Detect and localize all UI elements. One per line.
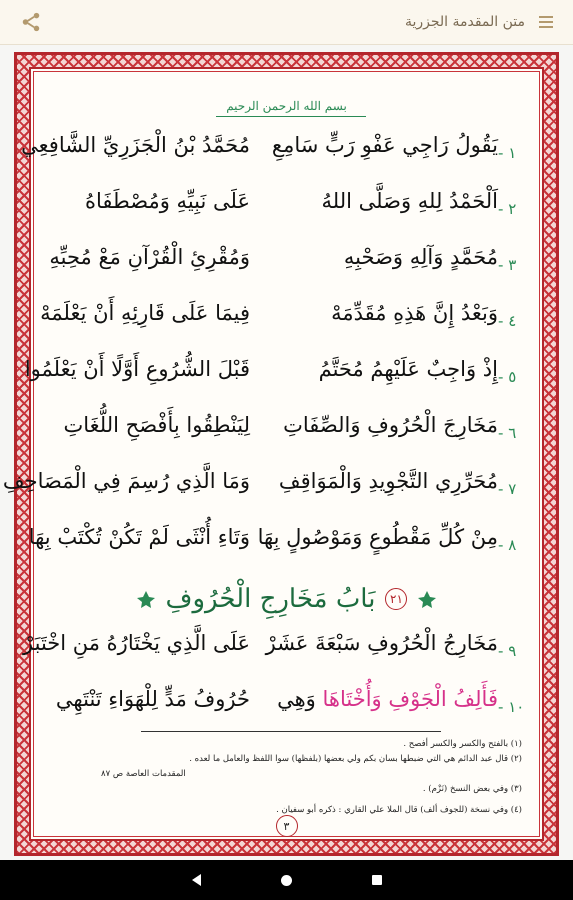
verse-number: ٩ - [498, 642, 517, 660]
chapter-heading [31, 579, 542, 619]
verse-row [28, 519, 542, 575]
verse-number: ١٠ - [498, 698, 525, 716]
verses-block-makharij [23, 625, 542, 737]
verse-row [31, 239, 542, 295]
recent-apps-icon[interactable] [372, 875, 382, 885]
chapter-title: بَابُ مَخَارِجِ الْحُرُوفِ [165, 584, 376, 614]
back-icon[interactable] [192, 874, 201, 886]
verse-second-hemistich: قَبْلَ الشُّرُوعِ أَوَّلًا أَنْ يَعْلَمُوا [24, 357, 250, 381]
verse-second-hemistich: عَلَى الَّذِي يَخْتَارُهُ مَنِ اخْتَبَرْ [23, 631, 250, 655]
verse-row [31, 407, 542, 463]
app-title: متن المقدمة الجزرية [404, 14, 525, 30]
menu-button[interactable] [539, 12, 559, 32]
share-icon [20, 11, 42, 33]
menu-icon [539, 16, 553, 18]
verse-row [31, 295, 542, 351]
highlighted-text: فَأَلِفُ الْجَوْفِ وَأُخْتَاهَا [322, 687, 498, 711]
page-ornamental-border [2, 52, 559, 856]
system-nav-bar [0, 860, 573, 900]
footnote: (٣) وفي بعض النسخ (نَزْم) . [422, 784, 522, 794]
verse-number: ١ - [498, 144, 517, 162]
leaf-icon [417, 589, 437, 609]
title-group [405, 12, 559, 32]
footnote: (١) بالفتح والكسر والكسر أفصح . [403, 739, 522, 749]
home-icon[interactable] [281, 875, 292, 886]
verse-row [2, 463, 542, 519]
verse-first-hemistich: مَخَارِجَ الْحُرُوفِ وَالصِّفَاتِ [283, 413, 498, 437]
verse-number: ٢ - [498, 200, 517, 218]
menu-icon-bar [539, 26, 553, 28]
verses-block-intro [2, 127, 542, 575]
verse-number: ٨ - [498, 536, 517, 554]
verse-number: ٦ - [498, 424, 517, 442]
verse-second-hemistich: فِيمَا عَلَى قَارِئِهِ أَنْ يَعْلَمَهْ [40, 301, 250, 325]
verse-first-hemistich: مُحَمَّدٍ وَآلِهِ وَصَحْبِهِ [343, 245, 498, 269]
verse-row [21, 127, 542, 183]
verse-first-hemistich: اَلْحَمْدُ لِلهِ وَصَلَّى اللهُ [321, 189, 498, 213]
verse-second-hemistich: وَمَا الَّذِي رُسِمَ فِي الْمَصَاحِفِ [2, 469, 250, 493]
verse-first-hemistich: إِذْ وَاجِبٌ عَلَيْهِمُ مُحَتَّمُ [318, 357, 498, 381]
verse-text: وَهِي [277, 687, 316, 711]
page-content-area [2, 67, 544, 841]
basmala: بسم الله الرحمن الرحيم [226, 99, 347, 113]
verse-second-hemistich: حُرُوفُ مَدٍّ لِلْهَوَاءِ تَنْتَهِي [55, 687, 250, 711]
verse-first-hemistich: يَقُولُ رَاجِي عَفْوِ رَبٍّ سَامِعِ [271, 133, 498, 157]
chapter-number: ٢١ [385, 588, 407, 610]
verse-row [24, 351, 542, 407]
verse-second-hemistich: عَلَى نَبِيِّهِ وَمُصْطَفَاهُ [85, 189, 250, 213]
verse-first-hemistich: وَبَعْدُ إِنَّ هَذِهِ مُقَدِّمَهْ [331, 301, 498, 325]
verse-second-hemistich: لِيَنْطِقُوا بِأَفْصَحِ اللُّغَاتِ [63, 413, 250, 437]
verse-first-hemistich: مِنْ كُلِّ مَقْطُوعٍ وَمَوْصُولٍ بِهَا [257, 525, 498, 549]
verse-first-hemistich [273, 687, 498, 711]
page-number: ٣ [276, 815, 298, 837]
footnote-divider [141, 731, 441, 732]
app-bar [0, 0, 573, 45]
basmala-underline [216, 116, 366, 117]
verse-first-hemistich: مُحَرِّرِي التَّجْوِيدِ وَالْمَوَاقِفِ [278, 469, 498, 493]
verse-number: ٧ - [498, 480, 517, 498]
footnote: (٢) قال عبد الدائم هي التي ضبطها بسان بكم ولي بعضها (بلفظها) سوا اللفظ والعامل ما لعده . [189, 754, 522, 764]
verse-row [23, 625, 542, 681]
leaf-icon [136, 589, 156, 609]
verse-second-hemistich: وَمُقْرِئِ الْقُرْآنِ مَعْ مُحِبِّهِ [49, 245, 250, 269]
verse-number: ٣ - [498, 256, 517, 274]
mushaf-page [0, 45, 573, 860]
footnote: (٤) وفي نسخة (للجوف ألف) قال الملا علي القاري : ذكره أبو سفيان . [276, 805, 522, 815]
share-button[interactable] [14, 5, 48, 39]
verse-number: ٤ - [498, 312, 517, 330]
verse-second-hemistich: مُحَمَّدُ بْنُ الْجَزَرِيِّ الشَّافِعِي [21, 133, 250, 157]
verse-second-hemistich: وَتَاءِ أُنْثَى لَمْ تَكُنْ تُكْتَبْ بِهَا [28, 525, 250, 549]
verse-first-hemistich: مَخَارِجُ الْحُرُوفِ سَبْعَةَ عَشَرْ [265, 631, 498, 655]
verse-number: ٥ - [498, 368, 517, 386]
footnote-side-ref: المقدمات العاصة ص ٨٧ [101, 769, 186, 779]
verse-row [31, 681, 542, 737]
verse-row [31, 183, 542, 239]
footnotes [101, 737, 522, 818]
menu-icon-bar [539, 21, 553, 23]
